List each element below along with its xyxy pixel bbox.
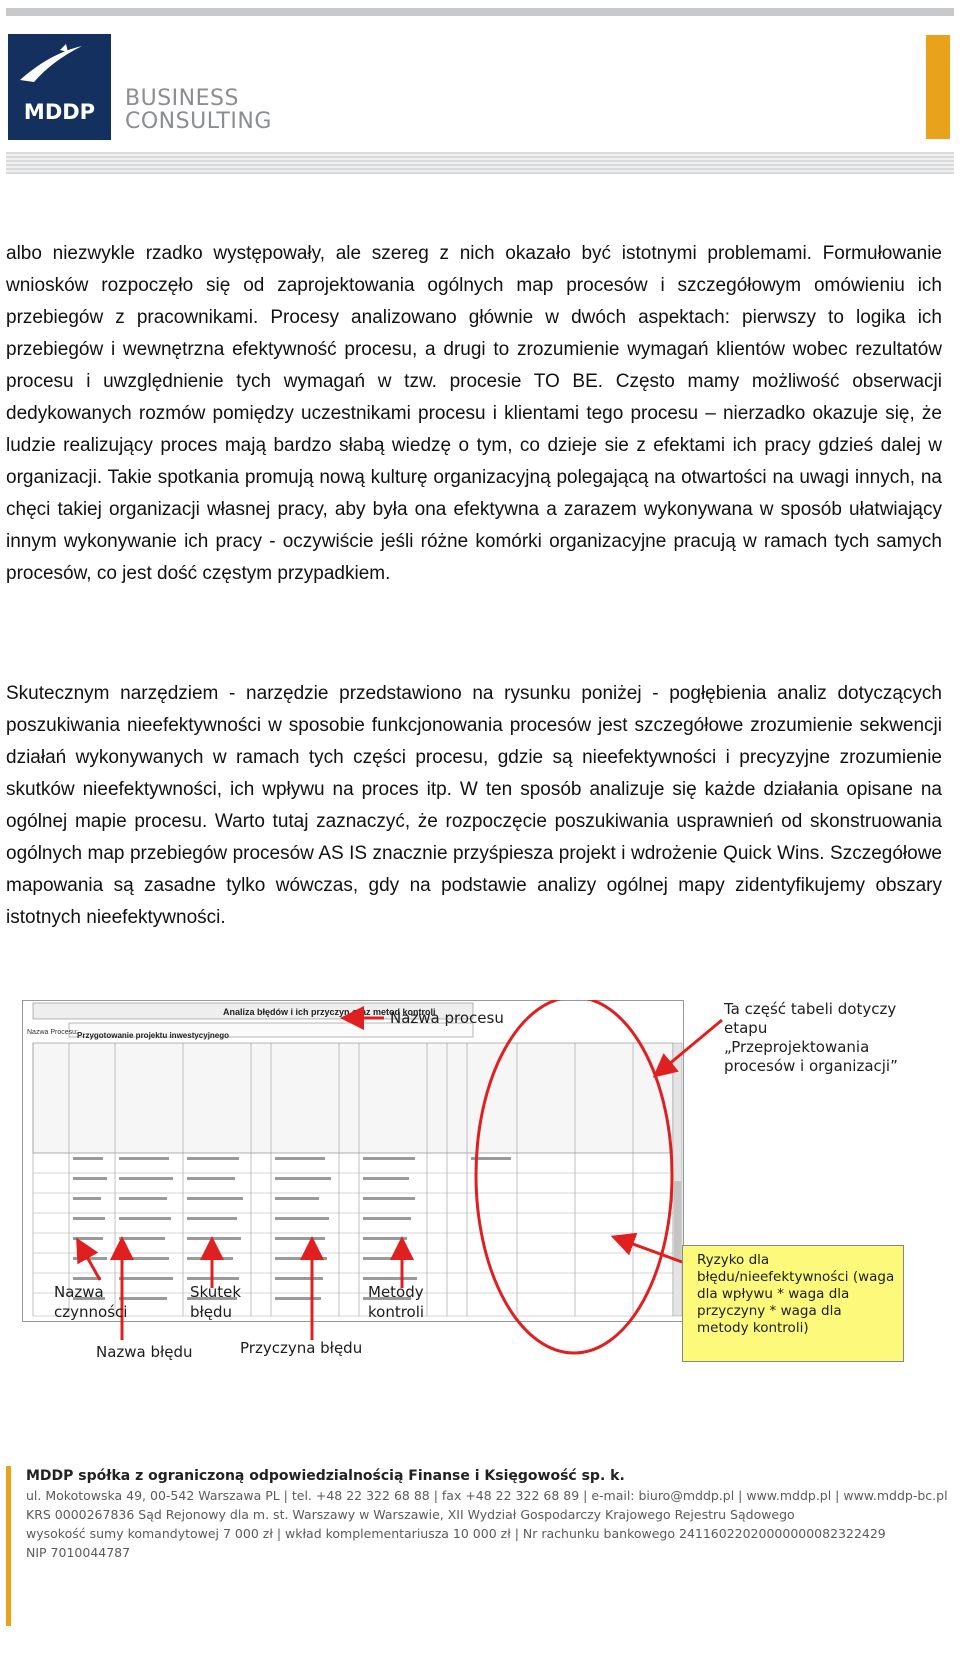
arrow-top-right (662, 1020, 722, 1070)
footer-accent-bar (6, 1466, 11, 1626)
sheet-process-label: Nazwa Procesu: (27, 1029, 78, 1036)
header-top-bar (6, 8, 954, 16)
brand-line1: BUSINESS (125, 86, 239, 111)
header-bottom-bar (6, 152, 954, 174)
label-error-name: Nazwa błędu (96, 1343, 193, 1361)
label-effect: Skutek błędu (190, 1283, 242, 1321)
risk-callout-text: Ryzyko dla błędu/nieefektywności (waga dla wpływu * waga dla przyczyny * waga dla metody kontroli) (697, 1252, 895, 1336)
mddp-logo (8, 34, 111, 140)
analysis-figure (22, 1000, 942, 1430)
logo-text: MDDP (23, 100, 96, 124)
body-paragraph-2: Skutecznym narzędziem - narzędzie przedstawiono na rysunku poniżej - pogłębienia analiz dotyczących poszukiwania nieefektywności w sposobie funkcjonowania procesów jest szczegółowe zrozumienie sekwencji działań wykonywanych w ramach tych części procesu, gdzie są nieefektywności i precyzyjne zrozumienie skutków nieefektywności, ich wpływu na proces itp. W ten sposób analizuje się każde działania opisane na ogólnej mapie procesu. Warto tutaj zaznaczyć, że rozpoczęcie poszukiwania usprawnień od skonstruowania ogólnych map przebiegów procesów AS IS znacznie przyśpiesza projekt i wdrożenie Quick Wins. Szczegółowe mapowania są zasadne tylko wówczas, gdy na podstawie analizy ogólnej mapy zidentyfikujemy obszary istotnych nieefektywności. (6, 683, 942, 928)
red-ellipse (476, 1000, 672, 1353)
label-control: Metody kontroli (368, 1283, 425, 1321)
footer-company-name: MDDP spółka z ograniczoną odpowiedzialnością Finanse i Księgowość sp. k. (26, 1468, 625, 1484)
footer-capital-line: wysokość sumy komandytowej 7 000 zł | wkład komplementariusza 10 000 zł | Nr rachunku bankowego 24116022020000000082322429 (26, 1526, 886, 1541)
sheet-title: Analiza błędów i ich przyczyn oraz metod kontroli (223, 1007, 436, 1017)
brand-line2: CONSULTING (125, 109, 272, 134)
footer-nip-line: NIP 7010044787 (26, 1545, 131, 1560)
label-error-cause: Przyczyna błędu (240, 1339, 363, 1357)
label-activity: Nazwa czynności (54, 1283, 128, 1321)
callout-top-right: Ta część tabeli dotyczy etapu „Przeprojektowania procesów i organizacji” (724, 1000, 898, 1075)
arrow-activity (82, 1248, 100, 1280)
body-paragraph-1: albo niezwykle rzadko występowały, ale szereg z nich okazało być istotnymi problemami. Formułowanie wniosków rozpoczęło się od zaprojektowania ogólnych map procesów i szczegółowym omówieniu ich przebiegów z pracownikami. Procesy analizowano głównie w dwóch aspektach: pierwszy to logika ich przebiegów i wewnętrzna efektywność procesu, a drugi to zrozumienie wymagań klientów wobec rezultatów procesu i uwzględnienie tych wymagań w tzw. procesie TO BE. Często mamy możliwość obserwacji dedykowanych rozmów pomiędzy uczestnikami procesu i klientami tego procesu – nierzadko okazuje się, że ludzie realizujący proces mają bardzo słabą wiedzę o tym, co dzieje sie z efektami ich pracy gdzieś dalej w organizacji. Takie spotkania promują nową kulturę organizacyjną polegającą na otwartości na uwagi innych, na chęci takiej organizacji własnej pracy, aby była ona efektywna a zarazem wykonywana w sposób ułatwiający innym wykonywanie ich pracy - oczywiście jeśli różne komórki organizacyjne pracują w ramach tych samych procesów, co jest dość częstym przypadkiem. (6, 243, 942, 584)
footer (26, 1468, 948, 1560)
footer-registry-line: KRS 0000267836 Sąd Rejonowy dla m. st. Warszawy w Warszawie, XII Wydział Gospodarczy Krajowego Rejestru Sądowego (26, 1507, 795, 1522)
accent-bar (926, 35, 950, 139)
footer-contact-line: ul. Mokotowska 49, 00-542 Warszawa PL | tel. +48 22 322 68 88 | fax +48 22 322 68 89 | e-mail: biuro@mddp.pl | www.mddp.pl | www.mddp-bc.pl (26, 1488, 948, 1503)
callout-process-name: Nazwa procesu (390, 1009, 504, 1027)
swoosh-icon (16, 44, 86, 84)
sheet-process-name: Przygotowanie projektu inwestycyjnego (77, 1031, 230, 1040)
risk-callout-box (682, 1245, 904, 1362)
arrow-risk (622, 1240, 682, 1262)
